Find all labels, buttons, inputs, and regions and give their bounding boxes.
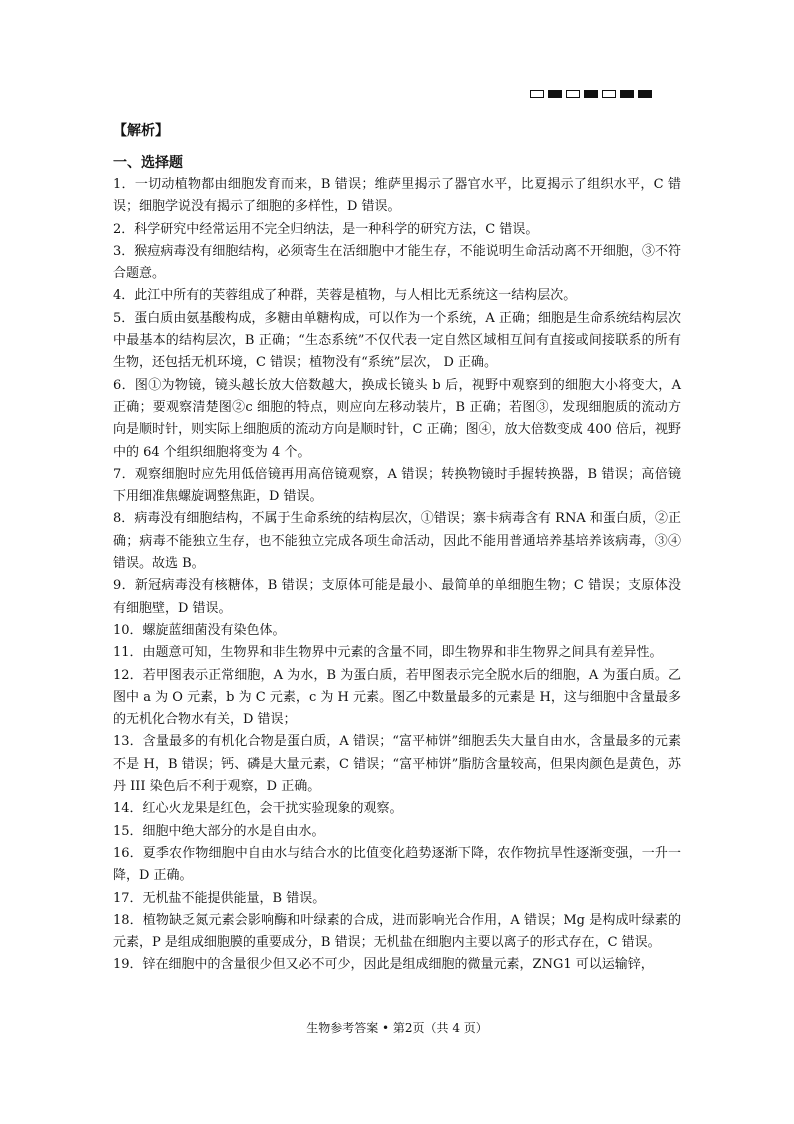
filled-square-mark (638, 90, 652, 98)
answer-item: 1．一切动植物都由细胞发育而来，B 错误；维萨里揭示了器官水平，比夏揭示了组织水平，C 错误；细胞学说没有揭示了细胞的多样性，D 错误。 (113, 177, 681, 215)
hollow-square-mark (566, 90, 580, 98)
page-footer: 生物参考答案 • 第2页（共 4 页） (306, 1021, 488, 1035)
answer-item: 6．图①为物镜，镜头越长放大倍数越大，换成长镜头 b 后，视野中观察到的细胞大小将变大，A 正确；要观察清楚图②c 细胞的特点，则应向左移动装片，B 正确；若图③，发现细胞质的流动方向是顺时针，则实际上细胞质的流动方向是顺时针，C 正确；图④，放大倍数变成 400 倍后，视野中的 64 个组织细胞将变为 4 个。 (113, 377, 681, 460)
hollow-square-mark (530, 90, 544, 98)
answer-item: 12．若甲图表示正常细胞，A 为水，B 为蛋白质，若甲图表示完全脱水后的细胞，A 为蛋白质。乙图中 a 为 O 元素，b 为 C 元素，c 为 H 元素。图乙中数量最多的元素是 H，这与细胞中含量最多的无机化合物水有关，D 错误； (113, 667, 681, 728)
answer-item: 10．螺旋蓝细菌没有染色体。 (113, 622, 286, 638)
answer-item: 13．含量最多的有机化合物是蛋白质，A 错误；“富平柿饼”细胞丢失大量自由水，含量最多的元素不是 H，B 错误；钙、磷是大量元素，C 错误；“富平柿饼”脂肪含量较高，但果肉颜色是黄色，苏丹 III 染色后不利于观察，D 正确。 (113, 734, 681, 795)
answer-item: 11．由题意可知，生物界和非生物界中元素的含量不同，即生物界和非生物界之间具有差异性。 (113, 645, 663, 661)
filled-square-mark (548, 90, 562, 98)
analysis-heading: 【解析】 (113, 123, 169, 139)
part-title: 一、选择题 (113, 155, 183, 171)
hollow-square-mark (602, 90, 616, 98)
answer-item: 8．病毒没有细胞结构，不属于生命系统的结构层次，①错误；寨卡病毒含有 RNA 和蛋白质，②正确；病毒不能独立生存，也不能独立完成各项生命活动，因此不能用普通培养基培养该病毒，③④错误。故选 B。 (113, 511, 681, 572)
answer-item: 7．观察细胞时应先用低倍镜再用高倍镜观察，A 错误；转换物镜时手握转换器，B 错误；高倍镜下用细准焦螺旋调整焦距，D 错误。 (113, 466, 681, 505)
answer-item: 18．植物缺乏氮元素会影响酶和叶绿素的合成，进而影响光合作用，A 错误；Mg 是构成叶绿素的元素，P 是组成细胞膜的重要成分，B 错误；无机盐在细胞内主要以离子的形式存在，C 错误。 (113, 912, 681, 951)
answer-list (113, 174, 681, 977)
filled-square-mark (620, 90, 634, 98)
header-marks (530, 90, 652, 98)
answer-item: 2．科学研究中经常运用不完全归纳法，是一种科学的研究方法，C 错误。 (113, 221, 539, 237)
answer-item: 14．红心火龙果是红色，会干扰实验现象的观察。 (113, 801, 403, 817)
answer-item: 19．锌在细胞中的含量很少但又必不可少，因此是组成细胞的微量元素，ZNG1 可以运输锌， (113, 957, 654, 973)
answer-item: 4．此江中所有的芙蓉组成了种群，芙蓉是植物，与人相比无系统这一结构层次。 (113, 288, 577, 304)
answer-item: 17．无机盐不能提供能量，B 错误。 (113, 890, 326, 906)
answer-content (113, 120, 681, 977)
answer-item: 3．猴痘病毒没有细胞结构，必须寄生在活细胞中才能生存，不能说明生命活动离不开细胞，③不符合题意。 (113, 243, 681, 282)
answer-item: 9．新冠病毒没有核糖体，B 错误；支原体可能是最小、最简单的单细胞生物；C 错误；支原体没有细胞壁，D 错误。 (113, 578, 681, 616)
filled-square-mark (584, 90, 598, 98)
answer-item: 15．细胞中绝大部分的水是自由水。 (113, 823, 325, 839)
answer-item: 5．蛋白质由氨基酸构成，多糖由单糖构成，可以作为一个系统，A 正确；细胞是生命系统结构层次中最基本的结构层次，B 正确；“生态系统”不仅代表一定自然区域相互间有直接或间接联系的所有生物，还包括无机环境，C 错误；植物没有“系统”层次， D 正确。 (113, 310, 681, 371)
answer-item: 16．夏季农作物细胞中自由水与结合水的比值变化趋势逐渐下降，农作物抗旱性逐渐变强，一升一降，D 正确。 (113, 845, 681, 884)
